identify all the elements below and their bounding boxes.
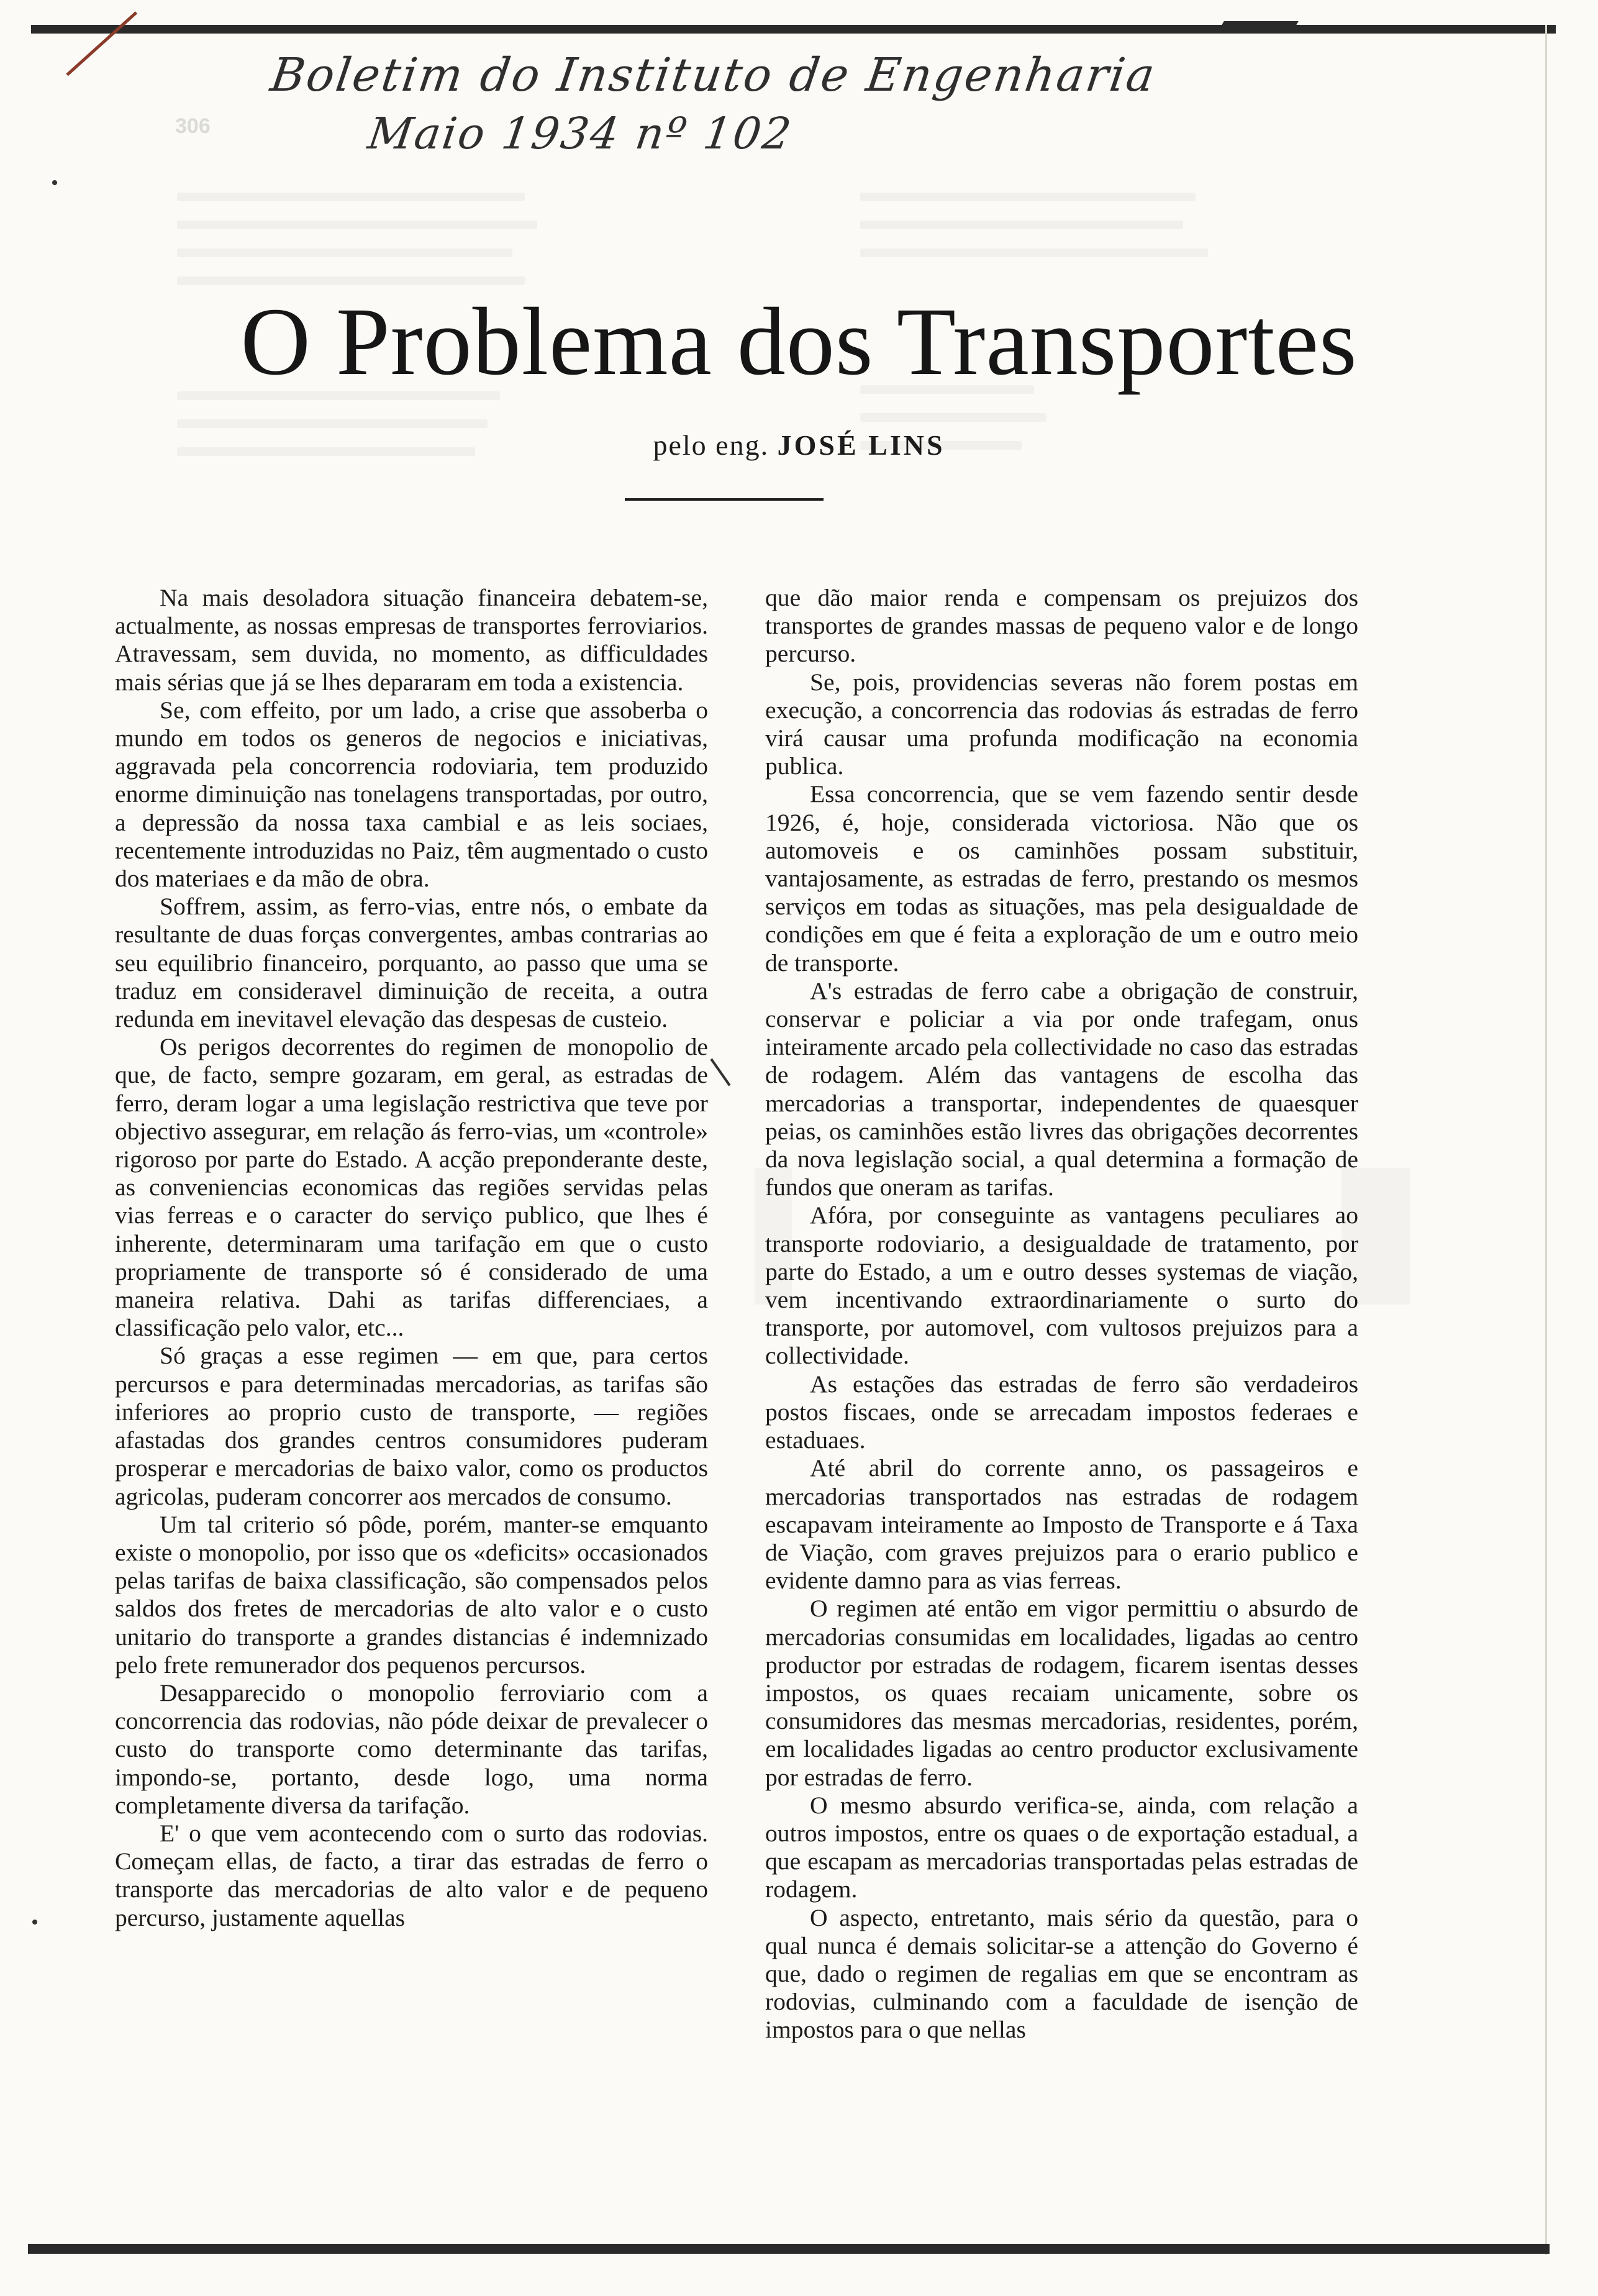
bleed-through-page-number: 306 <box>175 114 211 138</box>
paragraph: As estações das estradas de ferro são verdadeiros postos fiscaes, onde se arrecadam impostos federaes e estaduaes. <box>765 1370 1358 1454</box>
text-column-right <box>765 584 1358 2044</box>
handwritten-note <box>260 48 1305 159</box>
paragraph: Um tal criterio só pôde, porém, manter-se emquanto existe o monopolio, por isso que os «deficits» occasionados pelas tarifas de baixa classificação, são compensados pelos saldos dos fretes de mercadorias de alto valor e o custo unitario do transporte a grandes distancias é indemnizado pelo frete remunerador dos pequenos percursos. <box>115 1510 708 1679</box>
title-divider <box>625 498 824 501</box>
paragraph: O mesmo absurdo verifica-se, ainda, com relação a outros impostos, entre os quaes o de exportação estadual, a que escapam as mercadorias transportadas pelas estradas de rodagem. <box>765 1791 1358 1903</box>
paragraph: Só graças a esse regimen — em que, para certos percursos e para determinadas mercadorias, as tarifas são inferiores ao proprio custo de transporte, — regiões afastadas dos grandes centros consumidores puderam prosperar e mercadorias de baixo valor, como os productos agricolas, puderam concorrer aos mercados de consumo. <box>115 1342 708 1510</box>
paragraph: Os perigos decorrentes do regimen de monopolio de que, de facto, sempre gozaram, em geral, as estradas de ferro, deram logar a uma legislação restrictiva que teve por objectivo assegurar, em relação ás ferro-vias, um «controle» rigoroso por parte do Estado. A acção preponderante deste, as conveniencias economicas das regiões servidas pelas vias ferreas e o caracter do serviço publico, que lhes é inherente, determinaram uma tarifação em que o custo propriamente de transporte só é considerado de uma maneira relativa. Dahi as tarifas differenciaes, a classificação pelo valor, etc... <box>115 1033 708 1342</box>
paragraph: Até abril do corrente anno, os passageiros e mercadorias transportados nas estradas de rodagem escapavam inteiramente ao Imposto de Transporte e á Taxa de Viação, com graves prejuizos para o erario publico e evidente damno para as vias ferreas. <box>765 1454 1358 1595</box>
paragraph: E' o que vem acontecendo com o surto das rodovias. Começam ellas, de facto, a tirar das estradas de ferro o transporte das mercadorias de alto valor e de pequeno percurso, justamente aquellas <box>115 1819 708 1931</box>
paragraph: A's estradas de ferro cabe a obrigação de construir, conservar e policiar a via por onde trafegam, onus inteiramente arcado pela collectividade no caso das estradas de rodagem. Além das vantagens de escolha das mercadorias a transportar, independentes de quaesquer peias, os caminhões estão livres das obrigações decorrentes da nova legislação social, a qual determina a formação de fundos que oneram as tarifas. <box>765 977 1358 1201</box>
paragraph-continuation: que dão maior renda e compensam os prejuizos dos transportes de grandes massas de pequeno valor e de longo percurso. <box>765 584 1358 668</box>
paragraph: Se, com effeito, por um lado, a crise que assoberba o mundo em todos os generos de negocios e iniciativas, aggravada pela concorrencia rodoviaria, tem produzido enorme diminuição nas tonelagens transportadas, por outro, a depressão da nossa taxa cambial e as leis sociaes, recentemente introduzidas no Paiz, têm augmentado o custo dos materiaes e da mão de obra. <box>115 696 708 893</box>
bleed-through-line <box>177 193 525 201</box>
paragraph: Desapparecido o monopolio ferroviario com a concorrencia das rodovias, não póde deixar de prevalecer o custo do transporte como determinante das tarifas, impondo-se, portanto, desde logo, uma norma completamente diversa da tarifação. <box>115 1679 708 1819</box>
margin-pencil-mark <box>710 1059 730 1086</box>
byline-prefix: pelo eng. <box>653 429 769 461</box>
paragraph: O aspecto, entretanto, mais sério da questão, para o qual nunca é demais solicitar-se a attenção do Governo é que, dado o regimen de regalias em que se encontram as rodovias, culminando com a faculdade de isenção de impostos para o que nellas <box>765 1903 1358 2044</box>
handwritten-note-line2: Maio 1934 nº 102 <box>365 108 796 159</box>
paragraph: Se, pois, providencias severas não forem postas em execução, a concorrencia das rodovias ás estradas de ferro virá causar uma profunda modificação na economia publica. <box>765 668 1358 780</box>
handwritten-note-line1: Boletim do Instituto de Engenharia <box>267 48 1160 102</box>
paragraph: Na mais desoladora situação financeira debatem-se, actualmente, as nossas empresas de transportes ferroviarios. Atravessam, sem duvida, no momento, as difficuldades mais sérias que já se lhes depararam em toda a existencia. <box>115 584 708 696</box>
bleed-through-line <box>177 221 537 229</box>
bleed-through-line <box>860 221 1183 229</box>
paragraph: O regimen até então em vigor permittiu o absurdo de mercadorias consumidas em localidades, ligadas ao centro productor por estradas de rodagem, ficarem isentas desses impostos, os quaes recaiam unicamente, sobre os consumidores das mesmas mercadorias, residentes, porém, em localidades ligadas ao centro productor exclusivamente por estradas de ferro. <box>765 1595 1358 1791</box>
paragraph: Essa concorrencia, que se vem fazendo sentir desde 1926, é, hoje, considerada victoriosa. Não que os automoveis e os caminhões possam substituir, vantajosamente, as estradas de ferro, prestando os mesmos serviços em todas as situações, mas pela desigualdade de condições em que é feita a exploração de um e outro meio de transporte. <box>765 780 1358 977</box>
author-name: JOSÉ LINS <box>777 429 945 461</box>
margin-dot <box>52 180 57 185</box>
scan-border-bottom <box>28 2244 1550 2254</box>
paragraph: Afóra, por conseguinte as vantagens peculiares ao transporte rodoviario, a desigualdade de tratamento, por parte do Estado, a um e outro desses systemas de viação, vem incentivando extraordinariamente o surto do transporte, por automovel, com vultosos prejuizos para a collectividade. <box>765 1201 1358 1370</box>
bleed-through-line <box>177 248 512 257</box>
bleed-through-line <box>860 193 1196 201</box>
pen-stroke-mark <box>66 11 137 76</box>
bleed-through-line <box>860 413 1046 422</box>
text-column-left <box>115 584 708 1932</box>
scan-border-top <box>31 25 1556 34</box>
article-title: O Problema dos Transportes <box>240 288 1358 395</box>
bleed-through-line <box>860 248 1208 257</box>
paragraph: Soffrem, assim, as ferro-vias, entre nós, o embate da resultante de duas forças convergentes, ambas contrarias ao seu equilibrio financeiro, porquanto, ao passo que uma se traduz em consideravel diminuição de receita, a outra redunda em inevitavel elevação das despesas de custeio. <box>115 893 708 1033</box>
byline <box>0 429 1598 462</box>
bleed-through-line <box>177 276 525 285</box>
bleed-through-line <box>177 419 488 428</box>
margin-dot <box>32 1920 37 1925</box>
